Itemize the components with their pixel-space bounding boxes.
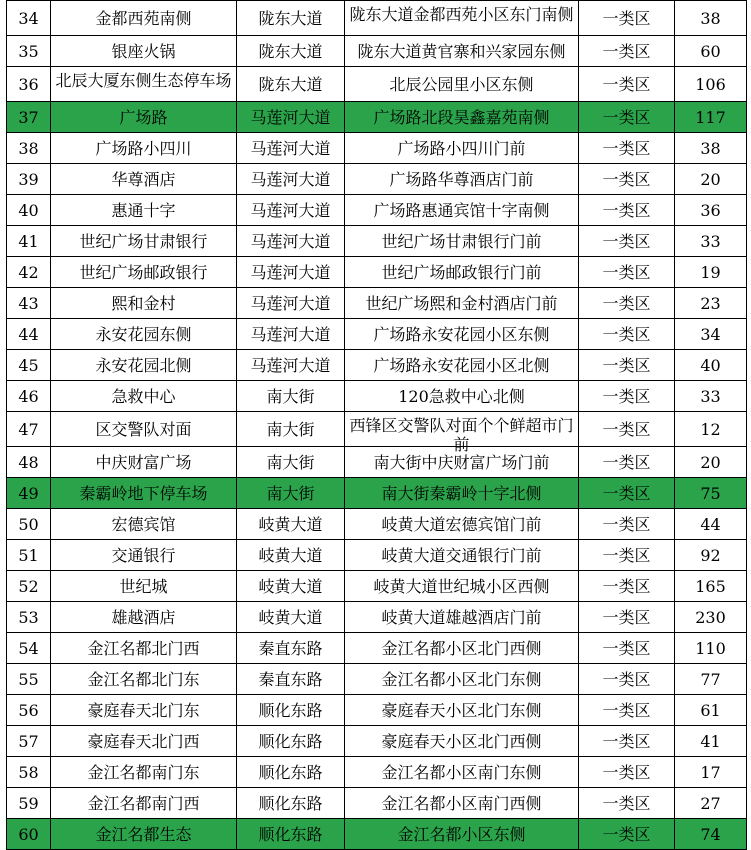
table-row	[7, 447, 747, 478]
zone-cell: 一类区	[579, 226, 675, 257]
location-cell: 广场路惠通宾馆十字南侧	[345, 195, 579, 226]
row-number-cell: 49	[7, 478, 51, 509]
zone-cell: 一类区	[579, 381, 675, 412]
table-row	[7, 478, 747, 509]
location-cell: 豪庭春天小区北门西侧	[345, 726, 579, 757]
table-row	[7, 695, 747, 726]
road-cell: 马莲河大道	[237, 319, 345, 350]
parking-name-cell: 金江名都北门东	[51, 664, 237, 695]
space-count-cell: 77	[675, 664, 747, 695]
location-cell: 世纪广场熙和金村酒店门前	[345, 288, 579, 319]
road-cell: 陇东大道	[237, 36, 345, 67]
parking-name-cell: 豪庭春天北门西	[51, 726, 237, 757]
location-cell: 金江名都小区北门西侧	[345, 633, 579, 664]
location-cell-text: 西锋区交警队对面个个鲜超市门前	[349, 416, 574, 454]
location-cell: 广场路北段昊鑫嘉苑南侧	[345, 102, 579, 133]
space-count-cell: 60	[675, 36, 747, 67]
road-cell: 岐黄大道	[237, 540, 345, 571]
space-count-cell: 38	[675, 133, 747, 164]
road-cell: 秦直东路	[237, 664, 345, 695]
row-number-cell: 36	[7, 67, 51, 102]
row-number-cell: 34	[7, 1, 51, 36]
location-cell: 金江名都小区北门东侧	[345, 664, 579, 695]
space-count-cell: 34	[675, 319, 747, 350]
zone-cell: 一类区	[579, 571, 675, 602]
table-row	[7, 257, 747, 288]
space-count-cell: 40	[675, 350, 747, 381]
location-cell: 金江名都小区南门西侧	[345, 788, 579, 819]
zone-cell: 一类区	[579, 633, 675, 664]
location-cell: 世纪广场邮政银行门前	[345, 257, 579, 288]
zone-cell: 一类区	[579, 36, 675, 67]
road-cell: 马莲河大道	[237, 102, 345, 133]
row-number-cell: 44	[7, 319, 51, 350]
space-count-cell: 20	[675, 447, 747, 478]
zone-cell: 一类区	[579, 350, 675, 381]
zone-cell: 一类区	[579, 288, 675, 319]
zone-cell: 一类区	[579, 102, 675, 133]
table-row	[7, 381, 747, 412]
table-row	[7, 226, 747, 257]
location-cell: 岐黄大道交通银行门前	[345, 540, 579, 571]
parking-name-cell: 永安花园东侧	[51, 319, 237, 350]
road-cell: 陇东大道	[237, 1, 345, 36]
zone-cell: 一类区	[579, 602, 675, 633]
parking-name-cell: 永安花园北侧	[51, 350, 237, 381]
space-count-cell: 165	[675, 571, 747, 602]
space-count-cell: 75	[675, 478, 747, 509]
location-cell: 岐黄大道雄越酒店门前	[345, 602, 579, 633]
table-row	[7, 102, 747, 133]
road-cell: 岐黄大道	[237, 602, 345, 633]
zone-cell: 一类区	[579, 447, 675, 478]
table-body	[7, 1, 747, 850]
zone-cell: 一类区	[579, 164, 675, 195]
row-number-cell: 54	[7, 633, 51, 664]
row-number-cell: 52	[7, 571, 51, 602]
row-number-cell: 57	[7, 726, 51, 757]
table-row	[7, 164, 747, 195]
road-cell: 顺化东路	[237, 788, 345, 819]
parking-name-cell: 豪庭春天北门东	[51, 695, 237, 726]
table-row	[7, 664, 747, 695]
row-number-cell: 35	[7, 36, 51, 67]
zone-cell: 一类区	[579, 257, 675, 288]
table-row	[7, 133, 747, 164]
road-cell: 南大街	[237, 478, 345, 509]
location-cell: 世纪广场甘肃银行门前	[345, 226, 579, 257]
space-count-cell: 36	[675, 195, 747, 226]
space-count-cell: 27	[675, 788, 747, 819]
table-row	[7, 571, 747, 602]
location-cell: 广场路华尊酒店门前	[345, 164, 579, 195]
parking-name-cell: 华尊酒店	[51, 164, 237, 195]
space-count-cell: 44	[675, 509, 747, 540]
row-number-cell: 37	[7, 102, 51, 133]
road-cell: 南大街	[237, 412, 345, 447]
table-row	[7, 319, 747, 350]
table-row	[7, 36, 747, 67]
row-number-cell: 38	[7, 133, 51, 164]
row-number-cell: 39	[7, 164, 51, 195]
location-cell: 广场路永安花园小区北侧	[345, 350, 579, 381]
space-count-cell: 92	[675, 540, 747, 571]
location-cell-text: 陇东大道金都西苑小区东门南侧	[349, 5, 574, 24]
location-cell: 120急救中心北侧	[345, 381, 579, 412]
space-count-cell: 20	[675, 164, 747, 195]
table-row	[7, 412, 747, 447]
zone-cell: 一类区	[579, 788, 675, 819]
location-cell	[345, 1, 579, 36]
location-cell: 岐黄大道宏德宾馆门前	[345, 509, 579, 540]
parking-name-cell: 世纪广场邮政银行	[51, 257, 237, 288]
location-cell: 岐黄大道世纪城小区西侧	[345, 571, 579, 602]
space-count-cell: 33	[675, 226, 747, 257]
space-count-cell: 23	[675, 288, 747, 319]
row-number-cell: 43	[7, 288, 51, 319]
location-cell: 广场路小四川门前	[345, 133, 579, 164]
location-cell: 南大街秦霸岭十字北侧	[345, 478, 579, 509]
parking-name-cell: 熙和金村	[51, 288, 237, 319]
parking-name-cell: 金江名都南门东	[51, 757, 237, 788]
space-count-cell: 110	[675, 633, 747, 664]
parking-name-cell: 金江名都生态	[51, 819, 237, 850]
parking-name-cell: 金江名都南门西	[51, 788, 237, 819]
row-number-cell: 58	[7, 757, 51, 788]
parking-name-cell: 急救中心	[51, 381, 237, 412]
table-row	[7, 350, 747, 381]
table-row	[7, 819, 747, 850]
location-cell: 南大街中庆财富广场门前	[345, 447, 579, 478]
road-cell: 马莲河大道	[237, 195, 345, 226]
parking-name-cell: 银座火锅	[51, 36, 237, 67]
row-number-cell: 60	[7, 819, 51, 850]
row-number-cell: 40	[7, 195, 51, 226]
road-cell: 顺化东路	[237, 695, 345, 726]
row-number-cell: 48	[7, 447, 51, 478]
table-row	[7, 757, 747, 788]
space-count-cell: 17	[675, 757, 747, 788]
zone-cell: 一类区	[579, 509, 675, 540]
road-cell: 马莲河大道	[237, 133, 345, 164]
zone-cell: 一类区	[579, 319, 675, 350]
space-count-cell: 38	[675, 1, 747, 36]
row-number-cell: 45	[7, 350, 51, 381]
table-row	[7, 726, 747, 757]
zone-cell: 一类区	[579, 757, 675, 788]
row-number-cell: 42	[7, 257, 51, 288]
parking-name-cell: 惠通十字	[51, 195, 237, 226]
table-row	[7, 602, 747, 633]
parking-lot-table	[6, 0, 747, 850]
table-row	[7, 288, 747, 319]
road-cell: 马莲河大道	[237, 226, 345, 257]
parking-name-cell: 中庆财富广场	[51, 447, 237, 478]
location-cell: 陇东大道黄官寨和兴家园东侧	[345, 36, 579, 67]
space-count-cell: 106	[675, 67, 747, 102]
location-cell: 广场路永安花园小区东侧	[345, 319, 579, 350]
road-cell: 马莲河大道	[237, 164, 345, 195]
table-row	[7, 788, 747, 819]
parking-name-cell: 金都西苑南侧	[51, 1, 237, 36]
space-count-cell: 230	[675, 602, 747, 633]
parking-name-cell: 区交警队对面	[51, 412, 237, 447]
parking-name-cell: 交通银行	[51, 540, 237, 571]
table-row	[7, 195, 747, 226]
row-number-cell: 53	[7, 602, 51, 633]
parking-name-cell: 雄越酒店	[51, 602, 237, 633]
road-cell: 马莲河大道	[237, 288, 345, 319]
road-cell: 马莲河大道	[237, 257, 345, 288]
parking-name-cell-text: 北辰大厦东侧生态停车场	[55, 71, 232, 90]
table-row	[7, 633, 747, 664]
road-cell: 顺化东路	[237, 819, 345, 850]
parking-name-cell: 世纪城	[51, 571, 237, 602]
space-count-cell: 74	[675, 819, 747, 850]
row-number-cell: 50	[7, 509, 51, 540]
road-cell: 陇东大道	[237, 67, 345, 102]
road-cell: 马莲河大道	[237, 350, 345, 381]
zone-cell: 一类区	[579, 819, 675, 850]
row-number-cell: 46	[7, 381, 51, 412]
row-number-cell: 41	[7, 226, 51, 257]
table-row	[7, 1, 747, 36]
zone-cell: 一类区	[579, 695, 675, 726]
space-count-cell: 117	[675, 102, 747, 133]
road-cell: 南大街	[237, 447, 345, 478]
zone-cell: 一类区	[579, 67, 675, 102]
location-cell: 豪庭春天小区北门东侧	[345, 695, 579, 726]
road-cell: 顺化东路	[237, 726, 345, 757]
zone-cell: 一类区	[579, 412, 675, 447]
road-cell: 岐黄大道	[237, 509, 345, 540]
zone-cell: 一类区	[579, 195, 675, 226]
location-cell: 金江名都小区东侧	[345, 819, 579, 850]
zone-cell: 一类区	[579, 1, 675, 36]
zone-cell: 一类区	[579, 726, 675, 757]
road-cell: 南大街	[237, 381, 345, 412]
zone-cell: 一类区	[579, 664, 675, 695]
row-number-cell: 47	[7, 412, 51, 447]
space-count-cell: 19	[675, 257, 747, 288]
location-cell: 金江名都小区南门东侧	[345, 757, 579, 788]
zone-cell: 一类区	[579, 478, 675, 509]
row-number-cell: 56	[7, 695, 51, 726]
parking-name-cell: 秦霸岭地下停车场	[51, 478, 237, 509]
space-count-cell: 12	[675, 412, 747, 447]
road-cell: 秦直东路	[237, 633, 345, 664]
location-cell	[345, 412, 579, 454]
space-count-cell: 61	[675, 695, 747, 726]
zone-cell: 一类区	[579, 540, 675, 571]
parking-name-cell: 世纪广场甘肃银行	[51, 226, 237, 257]
road-cell: 岐黄大道	[237, 571, 345, 602]
zone-cell: 一类区	[579, 133, 675, 164]
space-count-cell: 41	[675, 726, 747, 757]
row-number-cell: 59	[7, 788, 51, 819]
parking-name-cell: 广场路小四川	[51, 133, 237, 164]
parking-name-cell: 金江名都北门西	[51, 633, 237, 664]
row-number-cell: 51	[7, 540, 51, 571]
space-count-cell: 33	[675, 381, 747, 412]
location-cell: 北辰公园里小区东侧	[345, 67, 579, 102]
parking-name-cell: 广场路	[51, 102, 237, 133]
table-row	[7, 67, 747, 102]
table-row	[7, 540, 747, 571]
parking-name-cell	[51, 67, 237, 102]
parking-name-cell: 宏德宾馆	[51, 509, 237, 540]
row-number-cell: 55	[7, 664, 51, 695]
table-row	[7, 509, 747, 540]
road-cell: 顺化东路	[237, 757, 345, 788]
